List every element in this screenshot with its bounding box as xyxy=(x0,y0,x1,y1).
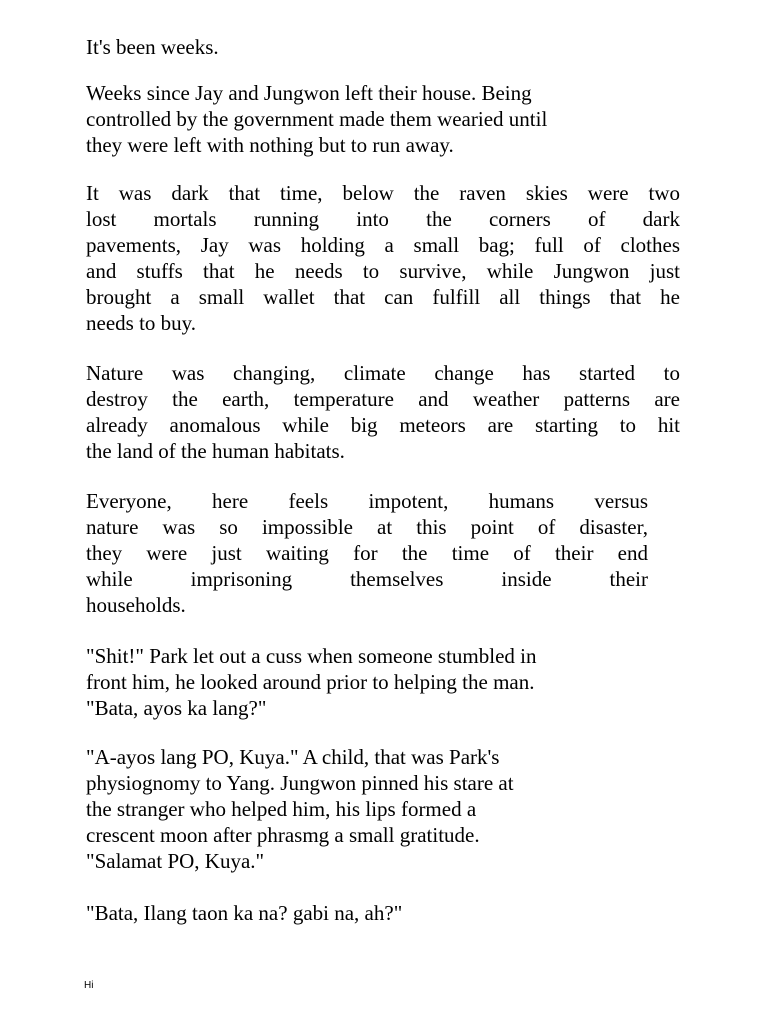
text-line: households. xyxy=(86,593,186,617)
text-line: needs to buy. xyxy=(86,311,197,335)
text-line: while imprisoning themselves inside their xyxy=(86,567,648,591)
text-line: It was dark that time, below the raven skies were two xyxy=(86,181,680,205)
text-line: front him, he looked around prior to helping the man. xyxy=(86,670,535,694)
text-line: "Bata, ayos ka lang?" xyxy=(86,696,267,720)
paragraph-3 xyxy=(86,180,680,336)
text-line: they were just waiting for the time of their end xyxy=(86,541,648,565)
text-line: the stranger who helped him, his lips formed a xyxy=(86,797,477,821)
text-line: they were left with nothing but to run away. xyxy=(86,133,454,157)
paragraph-1 xyxy=(86,34,219,60)
text-line: It's been weeks. xyxy=(86,35,219,59)
text-line: already anomalous while big meteors are starting to hit xyxy=(86,413,680,437)
text-line: "Bata, Ilang taon ka na? gabi na, ah?" xyxy=(86,901,403,925)
paragraph-5 xyxy=(86,488,648,618)
text-line: "Shit!" Park let out a cuss when someone stumbled in xyxy=(86,644,537,668)
text-line: nature was so impossible at this point of disaster, xyxy=(86,515,648,539)
paragraph-2 xyxy=(86,80,547,158)
text-line: pavements, Jay was holding a small bag; full of clothes xyxy=(86,233,680,257)
text-line: "Salamat PO, Kuya." xyxy=(86,849,265,873)
text-line: destroy the earth, temperature and weather patterns are xyxy=(86,387,680,411)
paragraph-6 xyxy=(86,643,537,721)
paragraph-7 xyxy=(86,744,514,874)
text-line: brought a small wallet that can fulfill all things that he xyxy=(86,285,680,309)
text-line: Weeks since Jay and Jungwon left their house. Being xyxy=(86,81,532,105)
text-line: physiognomy to Yang. Jungwon pinned his stare at xyxy=(86,771,514,795)
paragraph-4 xyxy=(86,360,680,464)
page-footer: Hi xyxy=(84,980,94,991)
paragraph-8 xyxy=(86,900,402,926)
text-line: Everyone, here feels impotent, humans versus xyxy=(86,489,648,513)
text-line: crescent moon after phrasmg a small gratitude. xyxy=(86,823,480,847)
text-line: controlled by the government made them wearied until xyxy=(86,107,548,131)
text-line: Nature was changing, climate change has started to xyxy=(86,361,680,385)
text-line: "A-ayos lang PO, Kuya." A child, that was Park's xyxy=(86,745,500,769)
text-line: the land of the human habitats. xyxy=(86,439,345,463)
text-line: lost mortals running into the corners of dark xyxy=(86,207,680,231)
text-line: and stuffs that he needs to survive, while Jungwon just xyxy=(86,259,680,283)
